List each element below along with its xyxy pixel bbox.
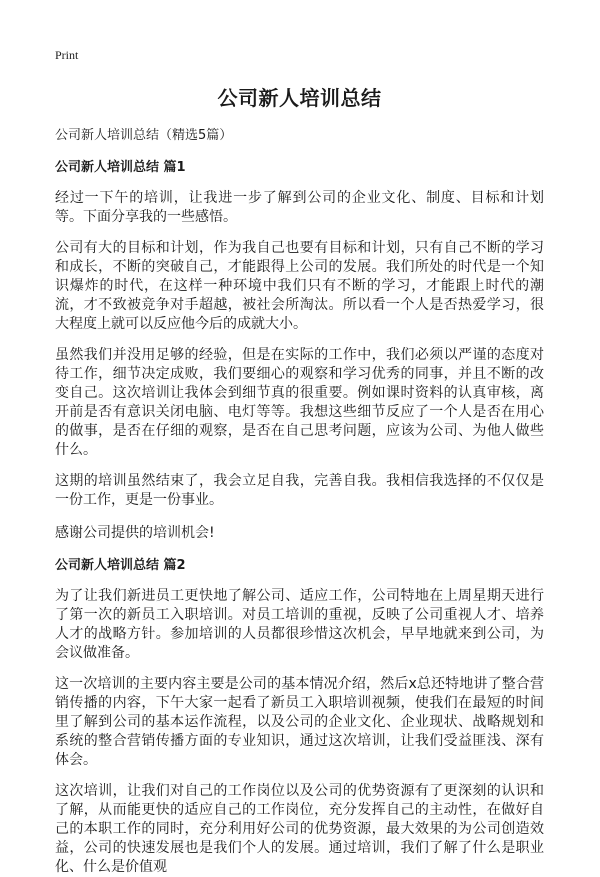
document-subtitle: 公司新人培训总结（精选5篇） — [55, 128, 233, 143]
section-2-paragraph-1: 为了让我们新进员工更快地了解公司、适应工作，公司特地在上周星期天进行了第一次的新员工入职培训。对员工培训的重视，反映了公司重视人才、培养人才的战略方针。参加培训的人员都很珍惜这次机会，早早地就来到公司，为会议做准备。 — [55, 588, 544, 661]
section-heading-2: 公司新人培训总结 篇2 — [55, 558, 186, 573]
section-1-paragraph-1: 经过一下午的培训，让我进一步了解到公司的企业文化、制度、目标和计划等。下面分享我的一些感悟。 — [55, 190, 544, 225]
section-1-paragraph-2: 公司有大的目标和计划，作为我自己也要有目标和计划，只有自己不断的学习和成长，不断的突破自己，才能跟得上公司的发展。我们所处的时代是一个知识爆炸的时代，在这样一种环境中我们只有不断的学习，才能跟上时代的潮流，才不致被竞争对手超越，被社会所淘汰。所以看一个人是否热爱学习，很大程度上就可以反应他今后的成就大小。 — [55, 240, 544, 332]
section-1-paragraph-4: 这期的培训虽然结束了，我会立足自我，完善自我。我相信我选择的不仅仅是一份工作，更是一份事业。 — [55, 473, 544, 508]
print-link[interactable]: Print — [55, 48, 79, 62]
section-2-paragraph-3: 这次培训，让我们对自己的工作岗位以及公司的优势资源有了更深刻的认识和了解，从而能更快的适应自己的工作岗位，充分发挥自己的主动性，在做好自己的本职工作的同时，充分利用好公司的优势资源，最大效果的为公司创造效益，公司的快速发展也是我们个人的发展。通过培训，我们了解了什么是职业化、什么是价值观 — [55, 783, 544, 875]
section-1-paragraph-5: 感谢公司提供的培训机会! — [55, 525, 215, 541]
section-heading-1: 公司新人培训总结 篇1 — [55, 160, 186, 175]
section-1-paragraph-3: 虽然我们并没用足够的经验，但是在实际的工作中，我们必须以严谨的态度对待工作，细节决定成败，我们要细心的观察和学习优秀的同事，并且不断的改变自己。这次培训让我体会到细节真的很重要。例如课时资料的认真审核，离开前是否有意识关闭电脑、电灯等等。我想这些细节反应了一个人是否在用心的做事，是否在仔细的观察，是否在自己思考问题，应该为公司、为他人做些什么。 — [55, 347, 544, 458]
page-title: 公司新人培训总结 — [217, 86, 382, 110]
section-2-paragraph-2: 这一次培训的主要内容主要是公司的基本情况介绍，然后x总还特地讲了整合营销传播的内容，下午大家一起看了新员工入职培训视频，使我们在最短的时间里了解到公司的基本运作流程，以及公司的企业文化、企业现状、战略规划和系统的整合营销传播方面的专业知识，通过这次培训，让我们受益匪浅、深有体会。 — [55, 676, 544, 768]
